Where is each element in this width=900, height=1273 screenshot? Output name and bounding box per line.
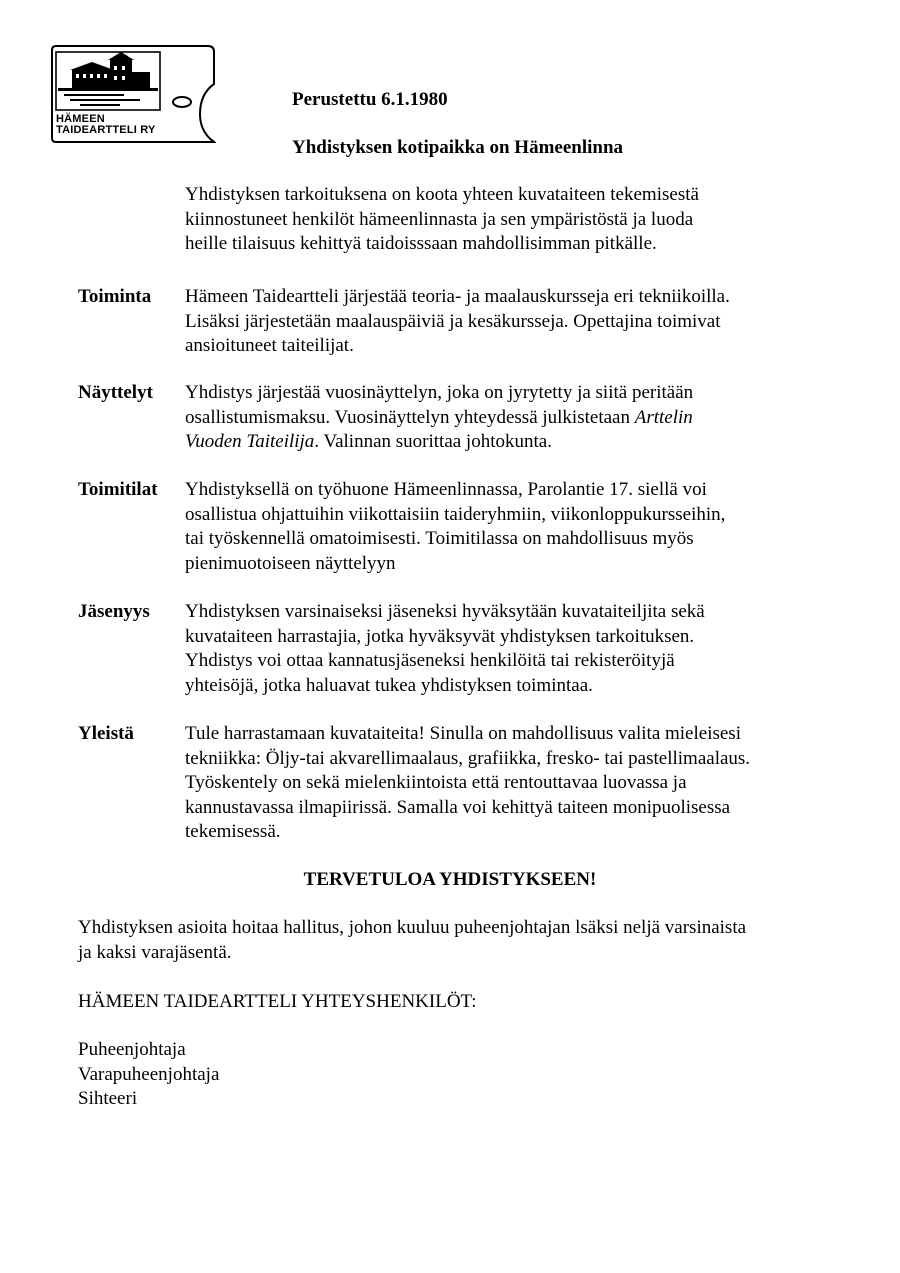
text-line: Lisäksi järjestetään maalauspäiviä ja kesäkursseja. Opettajina toimivat <box>185 310 721 332</box>
text-line: tai työskennellä omatoimisesti. Toimitilassa on mahdollisuus myös <box>185 528 694 549</box>
text-line: heille tilaisuus kehittyä taidoisssaan mahdollisimman pitkälle. <box>185 233 657 254</box>
text-line: pienimuotoiseen näyttelyyn <box>185 552 396 574</box>
italic-award-name: Arttelin <box>634 406 693 428</box>
section-label-yleista: Yleistä <box>78 723 134 744</box>
text-line: Yhdistyksen tarkoituksena on koota yhteen kuvataiteen tekemisestä <box>185 184 699 205</box>
intro-paragraph <box>185 183 845 257</box>
text-line: Hämeen Taideartteli järjestää teoria- ja maalauskursseja eri tekniikoilla. <box>185 286 730 307</box>
text-line: tekemisessä. <box>185 821 281 842</box>
text-line: Yhdistyksellä on työhuone Hämeenlinnassa, Parolantie 17. siellä voi <box>185 479 707 500</box>
section-label-jasenyys: Jäsenyys <box>78 601 150 622</box>
contacts-list <box>78 1038 858 1112</box>
section-text-nayttelyt <box>185 381 845 455</box>
welcome-heading: TERVETULOA YHDISTYKSEEN! <box>303 869 597 890</box>
section-text-jasenyys <box>185 600 845 698</box>
section-text-yleista <box>185 722 845 845</box>
contacts-heading: HÄMEEN TAIDEARTTELI YHTEYSHENKILÖT: <box>78 991 477 1012</box>
contact-role: Varapuheenjohtaja <box>78 1063 220 1085</box>
text-line: ja kaksi varajäsentä. <box>78 941 232 963</box>
section-label-nayttelyt: Näyttelyt <box>78 382 153 403</box>
section-label-toiminta: Toiminta <box>78 286 152 307</box>
logo-text-line-2: TAIDEARTTELI RY <box>56 124 156 136</box>
text-line: tekniikka: Öljy-tai akvarellimaalaus, grafiikka, fresko- tai pastellimaalaus. <box>185 747 751 769</box>
text-line: Työskentely on sekä mielenkiintoista että rentouttavaa luovassa ja <box>185 772 687 793</box>
founded-date: Perustettu 6.1.1980 <box>292 89 448 110</box>
text-line: kuvataiteen harrastajia, jotka hyväksyvät yhdistyksen tarkoituksen. <box>185 625 695 647</box>
contact-role: Puheenjohtaja <box>78 1039 186 1060</box>
text-segment: osallistumismaksu. Vuosinäyttelyn yhteydessä julkistetaan <box>185 406 635 428</box>
text-line: kiinnostuneet henkilöt hämeenlinnasta ja sen ympäristöstä ja luoda <box>185 208 694 230</box>
text-line: Yhdistyksen varsinaiseksi jäseneksi hyväksytään kuvataiteiljita sekä <box>185 601 705 622</box>
italic-award-name: Vuoden Taiteilija <box>185 431 315 452</box>
section-text-toiminta <box>185 285 845 359</box>
text-line <box>185 430 845 455</box>
section-text-toimitilat <box>185 478 845 576</box>
text-line: Tule harrastamaan kuvataiteita! Sinulla on mahdollisuus valita mieleisesi <box>185 723 741 744</box>
contact-role: Sihteeri <box>78 1088 138 1109</box>
text-line: yhteisöjä, jotka haluavat tukea yhdistyksen toimintaa. <box>185 674 593 696</box>
domicile-heading: Yhdistyksen kotipaikka on Hämeenlinna <box>292 137 624 158</box>
text-line: kannustavassa ilmapiirissä. Samalla voi kehittyä taiteen monipuolisessa <box>185 796 731 818</box>
board-paragraph <box>78 916 858 965</box>
text-line: Yhdistyksen asioita hoitaa hallitus, johon kuuluu puheenjohtajan lsäksi neljä varsinaista <box>78 917 747 938</box>
text-line: ansioituneet taiteilijat. <box>185 335 354 356</box>
text-line <box>185 406 845 431</box>
text-line: osallistua ohjattuihin viikottaisiin taideryhmiin, viikonloppukursseihin, <box>185 503 726 525</box>
section-label-toimitilat: Toimitilat <box>78 479 158 500</box>
logo-text-line-1: HÄMEEN <box>56 113 105 125</box>
text-line: Yhdistys voi ottaa kannatusjäseneksi henkilöitä tai rekisteröityjä <box>185 650 675 671</box>
logo <box>50 44 216 144</box>
text-line: Yhdistys järjestää vuosinäyttelyn, joka on jyrytetty ja siitä peritään <box>185 382 694 403</box>
text-segment: . Valinnan suorittaa johtokunta. <box>314 431 552 452</box>
